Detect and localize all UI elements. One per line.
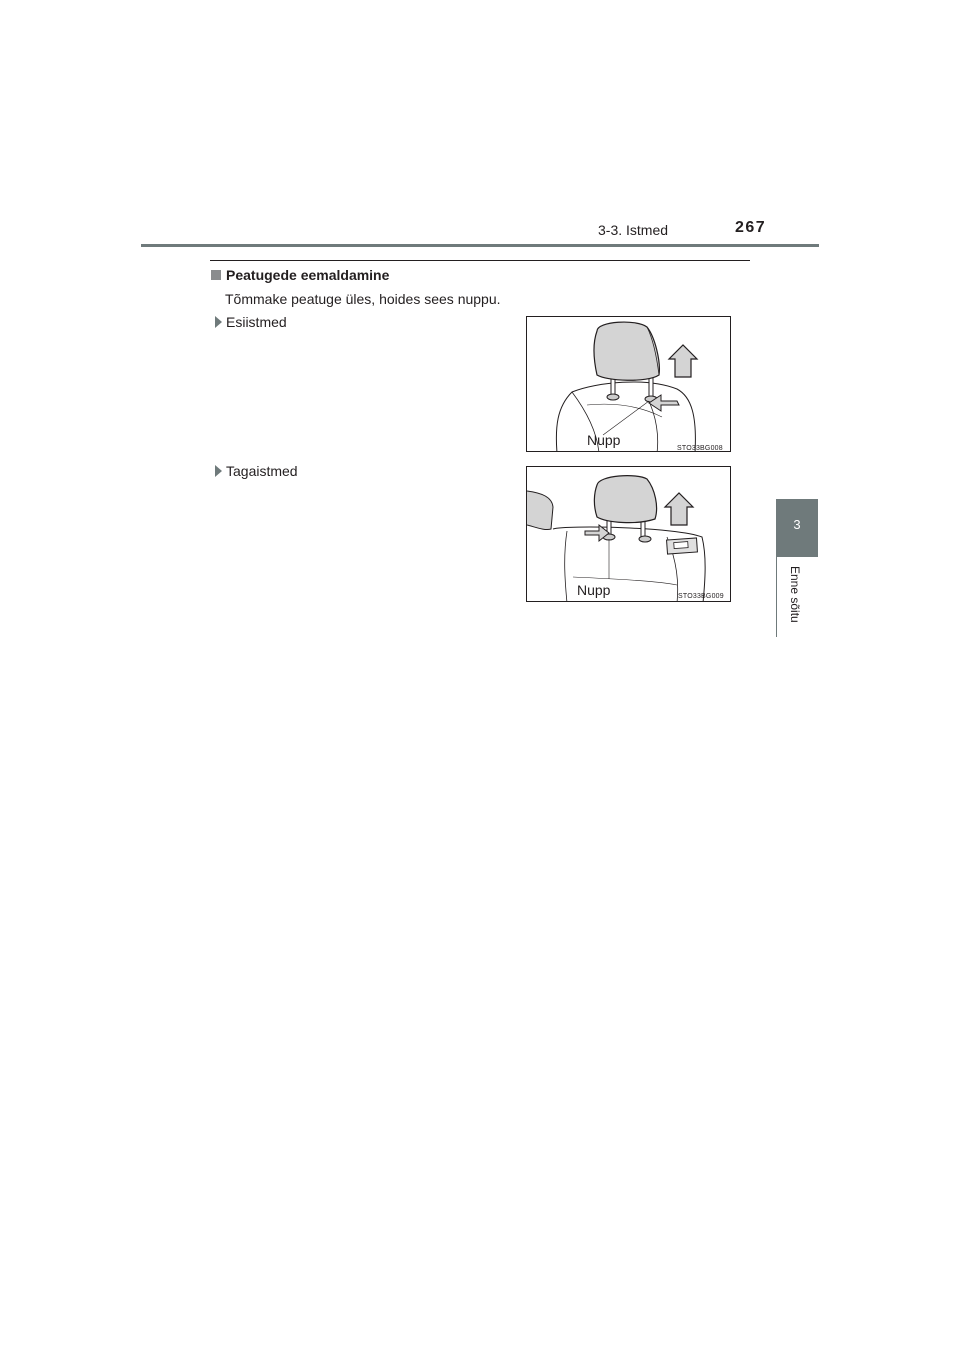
figure-front-seat-headrest xyxy=(526,316,731,452)
section-rule xyxy=(210,260,750,261)
chapter-number: 3 xyxy=(793,517,801,532)
bullet-text: Tagaistmed xyxy=(226,463,298,479)
triangle-bullet-icon xyxy=(215,465,222,477)
figure-code: STO33BG008 xyxy=(677,445,723,452)
header-rule xyxy=(141,244,819,247)
page-number: 267 xyxy=(735,219,767,236)
rear-seat-illustration xyxy=(527,467,731,602)
chapter-tab xyxy=(776,499,818,557)
header-section-title: 3-3. Istmed xyxy=(598,222,669,238)
figure-code: STO33BG009 xyxy=(678,593,724,600)
figure-rear-seat-headrest xyxy=(526,466,731,602)
bullet-text: Esiistmed xyxy=(226,314,287,330)
chapter-label: Enne sõitu xyxy=(788,566,802,623)
figure-callout-label: Nupp xyxy=(577,582,611,598)
bullet-rear-seats xyxy=(215,463,298,479)
figure-callout-label: Nupp xyxy=(587,432,621,448)
chapter-tab-line xyxy=(776,557,777,637)
bullet-front-seats xyxy=(215,314,287,330)
section-heading xyxy=(211,267,389,283)
section-title-text: Peatugede eemaldamine xyxy=(226,267,390,283)
triangle-bullet-icon xyxy=(215,316,222,328)
section-body: Tõmmake peatuge üles, hoides sees nuppu. xyxy=(225,291,501,307)
square-bullet-icon xyxy=(211,270,221,280)
front-seat-illustration xyxy=(527,317,731,452)
